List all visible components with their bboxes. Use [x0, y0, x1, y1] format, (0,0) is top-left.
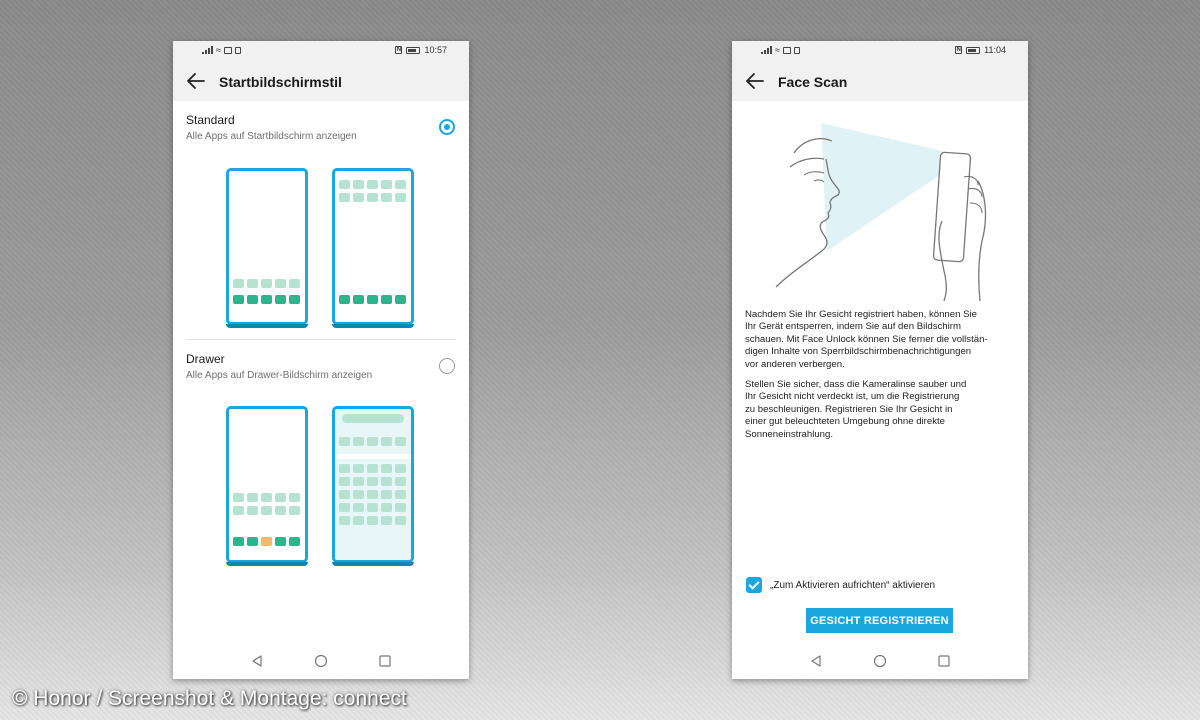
eyebrow	[804, 172, 824, 175]
image-credit-caption: © Honor / Screenshot & Montage: connect	[12, 687, 407, 710]
app-grid-light	[233, 279, 300, 288]
status-bar	[173, 41, 469, 61]
system-nav-bar	[173, 643, 469, 679]
home-circle-icon[interactable]	[872, 653, 888, 669]
sim-icon	[794, 47, 800, 54]
register-face-button[interactable]: GESICHT REGISTRIEREN	[806, 608, 953, 633]
preview-drawer-home	[226, 406, 308, 563]
status-icons-left	[761, 46, 800, 54]
signal-icon	[202, 46, 213, 54]
option-drawer[interactable]	[186, 352, 456, 381]
app-grid-light	[233, 493, 300, 515]
drawer-app-grid	[339, 464, 406, 525]
back-triangle-icon[interactable]	[249, 653, 265, 669]
face-scan-illustration	[732, 111, 1028, 301]
preview-standard-page	[332, 168, 414, 325]
raise-to-wake-checkbox[interactable]	[746, 577, 762, 593]
recents-square-icon[interactable]	[377, 653, 393, 669]
nfc-icon: N	[396, 47, 402, 53]
sim-icon	[235, 47, 241, 54]
radio-drawer[interactable]	[439, 358, 455, 374]
dock-apps	[339, 295, 406, 304]
eye	[814, 180, 824, 182]
page-title: Face Scan	[778, 74, 848, 90]
status-icons-right	[395, 45, 447, 55]
battery-icon	[966, 47, 980, 54]
radio-standard[interactable]	[439, 119, 455, 135]
option-subtitle: Alle Apps auf Drawer-Bildschirm anzeigen	[186, 370, 373, 381]
option-subtitle: Alle Apps auf Startbildschirm anzeigen	[186, 131, 357, 142]
drawer-separator	[335, 454, 411, 459]
status-icons-right	[955, 45, 1006, 55]
status-time: 10:57	[424, 45, 447, 55]
notification-icon	[783, 47, 791, 54]
notification-icon	[224, 47, 232, 54]
back-arrow-icon[interactable]	[745, 72, 765, 90]
info-paragraph-2: Stellen Sie sicher, dass die Kameralinse sauber und Ihr Gesicht nicht verdeckt ist, um die Registrierung zu beschleunigen. Registrieren Sie Ihr Gesicht in einer gut beleuchteten Umgebung ohne direkte Sonneneinstrahlung.	[745, 379, 967, 440]
app-grid-light	[339, 437, 406, 446]
raise-to-wake-row[interactable]	[746, 577, 935, 593]
recents-square-icon[interactable]	[936, 653, 952, 669]
app-bar	[732, 61, 1028, 101]
app-grid-light	[339, 180, 406, 202]
drawer-search-bar	[342, 414, 404, 423]
divider	[186, 339, 456, 340]
home-circle-icon[interactable]	[313, 653, 329, 669]
back-arrow-icon[interactable]	[186, 72, 206, 90]
preview-standard-home	[226, 168, 308, 325]
info-paragraph-1: Nachdem Sie Ihr Gesicht registriert haben, können Sie Ihr Gerät entsperren, indem Sie auf den Bildschirm schauen. Mit Face Unlock können Sie ferner die vollstän- digen Inhalte von Sperrbildschirmbenachrichtigungen vor anderen verbergen.	[745, 309, 988, 370]
battery-icon	[406, 47, 420, 54]
app-bar	[173, 61, 469, 101]
page-title: Startbildschirmstil	[219, 74, 342, 90]
signal-icon	[761, 46, 772, 54]
phone-screen-face-scan	[732, 41, 1028, 679]
option-title: Standard	[186, 113, 235, 127]
nfc-icon: N	[956, 47, 961, 53]
dock-apps	[233, 537, 300, 546]
back-triangle-icon[interactable]	[808, 653, 824, 669]
phone-screen-home-style	[173, 41, 469, 679]
preview-drawer-screen	[332, 406, 414, 563]
status-bar	[732, 41, 1028, 61]
option-standard[interactable]	[186, 113, 456, 142]
system-nav-bar	[732, 643, 1028, 679]
dock-apps	[233, 295, 300, 304]
scan-beam	[821, 123, 946, 251]
status-icons-left	[202, 46, 241, 54]
option-title: Drawer	[186, 352, 225, 366]
wifi-icon: ≈	[775, 45, 780, 55]
wifi-icon: ≈	[216, 45, 221, 55]
status-time: 11:04	[984, 45, 1006, 55]
checkbox-label: „Zum Aktivieren aufrichten“ aktivieren	[770, 579, 936, 591]
